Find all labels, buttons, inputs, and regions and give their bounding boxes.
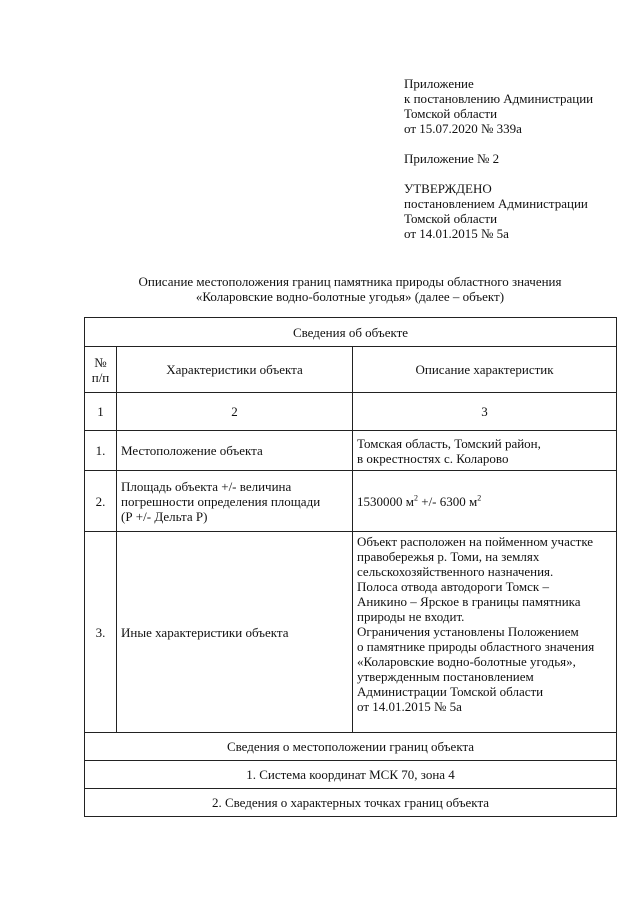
section-header-location: Сведения о местоположении границ объекта — [85, 733, 617, 761]
header-line: Приложение — [404, 76, 474, 91]
document-title — [84, 274, 616, 304]
appendix-number: Приложение № 2 — [404, 151, 500, 166]
section-header-boundary-points: 2. Сведения о характерных точках границ объекта — [85, 789, 617, 817]
row-number: 2. — [85, 471, 117, 532]
row-characteristic: Местоположение объекта — [117, 431, 353, 471]
table-row — [85, 431, 617, 471]
approved-stamp-text: УТВЕРЖДЕНО — [404, 181, 492, 196]
coordinate-system: 1. Система координат МСК 70, зона 4 — [85, 761, 617, 789]
title-line-2: «Коларовские водно-болотные угодья» (далее – объект) — [195, 289, 505, 304]
column-header-number: № п/п — [85, 347, 117, 393]
row-characteristic: Площадь объекта +/- величина погрешности определения площади (Р +/- Дельта Р) — [117, 471, 353, 532]
row-number: 3. — [85, 532, 117, 733]
header-line: к постановлению Администрации — [404, 91, 594, 106]
row-description: Объект расположен на пойменном участке правобережья р. Томи, на землях сельскохозяйственного назначения. Полоса отвода автодороги Томск – Аникино – Ярское в границы памятника природы не входит. Ограничения установлены Положением о памятнике природы областного значения «Коларовские водно-болотные угодья», утвержденным постановлением Администрации Томской области от 14.01.2015 № 5а — [353, 532, 617, 733]
object-info-table — [84, 317, 617, 817]
column-header-characteristic: Характеристики объекта — [117, 347, 353, 393]
header-line: от 14.01.2015 № 5а — [404, 226, 509, 241]
title-line-1: Описание местоположения границ памятника природы областного значения — [138, 274, 562, 289]
column-number: 1 — [85, 393, 117, 431]
header-line: постановлением Администрации — [404, 196, 588, 211]
approval-header — [404, 76, 634, 241]
table-row — [85, 471, 617, 532]
column-header-description: Описание характеристик — [353, 347, 617, 393]
row-description-area: 1530000 $м^2$ +/- 6300 $м^2$ — [353, 471, 617, 532]
table-row — [85, 532, 617, 733]
header-line: от 15.07.2020 № 339а — [404, 121, 522, 136]
column-number: 3 — [353, 393, 617, 431]
row-number: 1. — [85, 431, 117, 471]
row-characteristic: Иные характеристики объекта — [117, 532, 353, 733]
column-number: 2 — [117, 393, 353, 431]
header-line: Томской области — [404, 211, 498, 226]
header-line: Томской области — [404, 106, 498, 121]
section-header-object: Сведения об объекте — [85, 318, 617, 347]
row-description: Томская область, Томский район, в окрестностях с. Коларово — [353, 431, 617, 471]
